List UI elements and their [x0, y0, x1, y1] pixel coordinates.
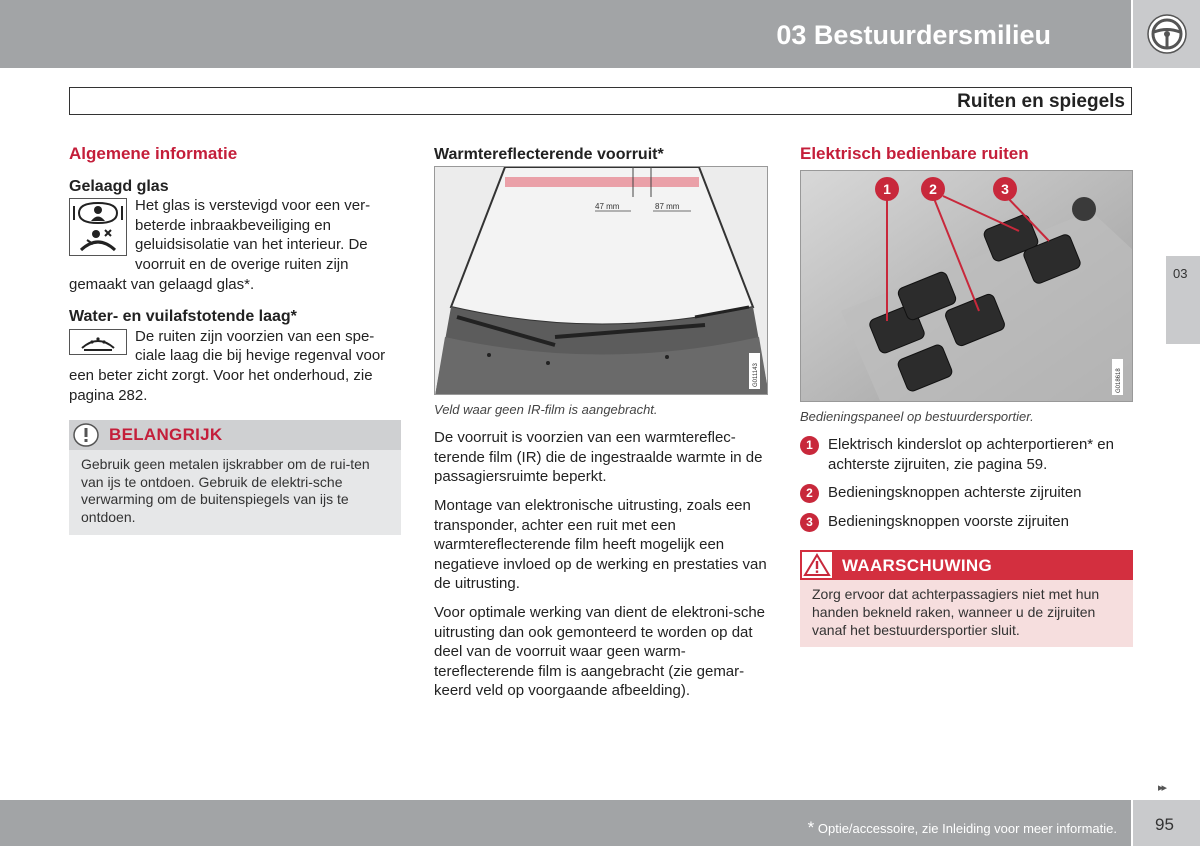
chapter-title: 03 Bestuurdersmilieu [776, 20, 1051, 50]
list-item [800, 512, 1133, 532]
laminated-glass-text-b: gemaakt van gelaagd glas*. [69, 275, 255, 293]
ir-paragraph-3: Voor optimale werking van dient de elektroni-sche uitrusting dan ook gemonteerd te worden op dat deel van de voorruit waar geen warm-tereflecterende film is aangebracht (zie gemar-keerd veld op voorgaande afbeelding). [434, 603, 766, 700]
footer-bar [0, 800, 1131, 846]
callout-2-label: 2 [929, 180, 937, 197]
important-notice-label: BELANGRIJK [109, 425, 223, 445]
ir-paragraph-2: Montage van elektronische uitrusting, zoals een transponder, achter een ruit met een warmtereflecterende film heeft mogelijk een negatieve invloed op de werking en prestaties van de uitrusting. [434, 496, 767, 593]
chapter-side-tab [1166, 256, 1200, 344]
important-notice-header [69, 420, 401, 450]
callout-3-label: 3 [1001, 180, 1009, 197]
list-item-text: Bedieningsknoppen voorste zijruiten [828, 513, 1069, 531]
column-general-info [69, 140, 401, 535]
heading-laminated-glass: Gelaagd glas [69, 177, 169, 195]
laminated-glass-text-a: Het glas is verstevigd voor een ver-beterde inbraakbeveiliging en geluidsisolatie van het interieur. De voorruit en de overige ruiten zijn [135, 197, 371, 273]
section-header [69, 87, 1132, 115]
warning-triangle-icon [802, 552, 832, 578]
water-repellent-block [69, 327, 401, 405]
heading-water-repellent: Water- en vuilafstotende laag* [69, 308, 297, 326]
windscreen-figure [434, 166, 768, 395]
window-controls-caption: Bedieningspaneel op bestuurdersportier. [800, 408, 1034, 424]
ir-paragraph-1: De voorruit is voorzien van een warmtereflec-terende film (IR) die de ingestraalde warmte in de passagiersruimte beperkt. [434, 429, 763, 486]
windscreen-illustration [435, 167, 768, 395]
number-badge: 1 [800, 436, 819, 455]
warning-notice-label: WAARSCHUWING [842, 555, 992, 575]
page-number-box [1131, 800, 1200, 846]
column-power-windows [800, 140, 1133, 647]
window-control-panel-illustration [801, 171, 1133, 402]
exclamation-icon [73, 423, 99, 447]
steering-wheel-icon [1146, 13, 1188, 55]
footnote-text: Optie/accessoire, zie Inleiding voor meer informatie. [817, 821, 1117, 836]
side-tab-label: 03 [1173, 266, 1188, 281]
heading-ir-windscreen: Warmtereflecterende voorruit* [434, 146, 664, 163]
section-title: Ruiten en spiegels [957, 91, 1125, 112]
heading-power-windows: Elektrisch bedienbare ruiten [800, 144, 1029, 163]
chapter-header-bar [0, 0, 1131, 68]
chapter-icon-box [1131, 0, 1200, 68]
window-controls-figure [800, 170, 1133, 402]
callout-legend-list [800, 435, 1133, 532]
warning-notice-text: Zorg ervoor dat achterpassagiers niet met hun handen bekneld raken, wanneer u de zijruiten vanaf het bestuurdersportier sluit. [812, 586, 1100, 638]
column-ir-windscreen [434, 140, 768, 701]
dimension-label-47mm: 47 mm [595, 201, 620, 211]
water-repellent-text: De ruiten zijn voorzien van een spe-ciale laag die bij hevige regenval voor een beter zicht zorgt. Voor het onderhoud, zie pagina 282. [69, 327, 386, 404]
break-in-protection-icon [71, 226, 125, 254]
footnote [808, 818, 1117, 838]
number-badge: 3 [800, 513, 819, 532]
footnote-star: * [807, 818, 815, 837]
list-item [800, 483, 1133, 503]
list-item-text: Elektrisch kinderslot op achterportieren* en achterste zijruiten, zie pagina 59. [828, 436, 1114, 473]
list-item [800, 435, 1133, 474]
warning-notice [800, 550, 1133, 647]
heading-general-info: Algemene informatie [69, 144, 238, 163]
dimension-label-87mm: 87 mm [655, 201, 680, 211]
laminated-glass-icon [71, 200, 125, 226]
warning-notice-header [800, 550, 1133, 580]
laminated-glass-icons [69, 198, 127, 256]
important-notice [69, 420, 401, 534]
figure-code-panel: G018618 [1116, 367, 1122, 393]
list-item-text: Bedieningsknoppen achterste zijruiten [828, 484, 1082, 502]
windscreen-caption: Veld waar geen IR-film is aangebracht. [434, 401, 658, 417]
page-number: 95 [1155, 815, 1174, 834]
water-repellent-icon [69, 329, 127, 355]
continue-arrows-icon: ▸▸ [1158, 782, 1166, 794]
important-notice-text: Gebruik geen metalen ijskrabber om de rui-ten van ijs te ontdoen. Gebruik de elektri-sche verwarming om de buitenspiegels van ijs te ontdoen. [81, 456, 370, 525]
laminated-glass-block [69, 196, 401, 274]
number-badge: 2 [800, 484, 819, 503]
callout-1-label: 1 [883, 180, 891, 197]
figure-code-windscreen: G011143 [753, 362, 759, 387]
